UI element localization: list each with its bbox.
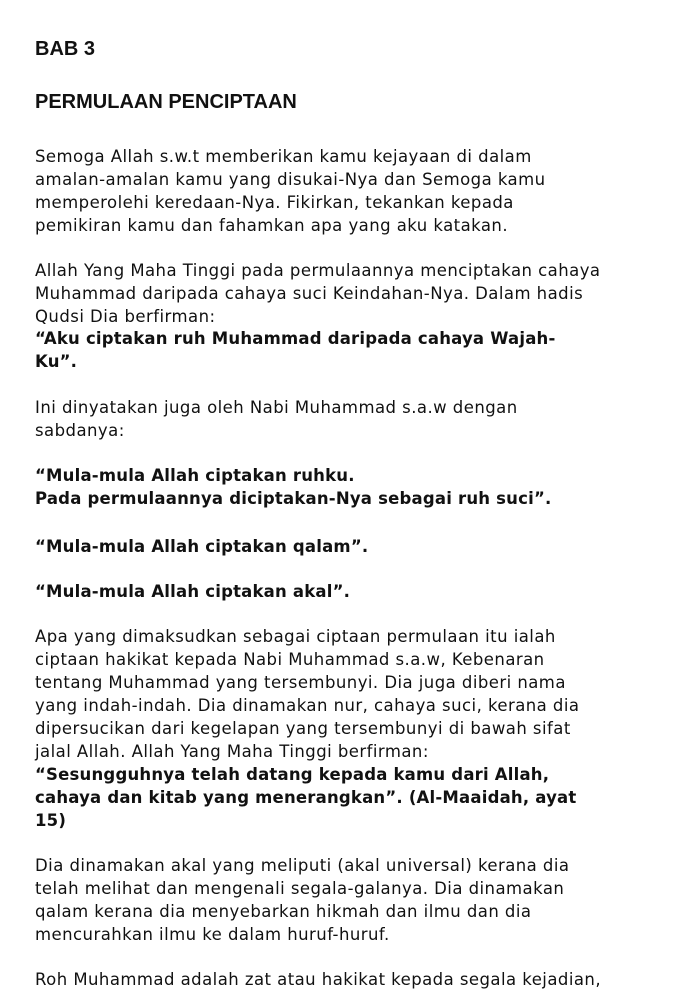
text-line: Ini dinyatakan juga oleh Nabi Muhammad s.a.w dengan [35,398,518,417]
text-line: ciptaan hakikat kepada Nabi Muhammad s.a.w, Kebenaran [35,650,545,669]
text-line: tentang Muhammad yang tersembunyi. Dia juga diberi nama [35,673,566,692]
section-title: PERMULAAN PENCIPTAAN [35,91,297,113]
quote-line: “Mula-mula Allah ciptakan akal”. [35,582,351,601]
text-line: mencurahkan ilmu ke dalam huruf-huruf. [35,925,390,944]
quote-hadith-3 [35,535,675,558]
text-line: qalam kerana dia menyebarkan hikmah dan ilmu dan dia [35,902,532,921]
quote-quran [35,763,675,832]
quote-line: “Sesungguhnya telah datang kepada kamu dari Allah, [35,765,550,784]
paragraph-4 [35,625,675,763]
quote-hadith-1 [35,327,675,373]
quote-line: 15) [35,811,67,830]
quote-line: cahaya dan kitab yang menerangkan”. (Al-Maaidah, ayat [35,788,577,807]
text-line: sabdanya: [35,421,125,440]
quote-line: “Aku ciptakan ruh Muhammad daripada cahaya Wajah- [35,329,556,348]
text-line: Muhammad daripada cahaya suci Keindahan-Nya. Dalam hadis [35,284,584,303]
text-line: Allah Yang Maha Tinggi pada permulaannya menciptakan cahaya [35,261,601,280]
quote-line: “Mula-mula Allah ciptakan ruhku. [35,466,355,485]
quote-line: “Mula-mula Allah ciptakan qalam”. [35,537,369,556]
text-line: memperolehi keredaan-Nya. Fikirkan, tekankan kepada [35,193,514,212]
text-line: jalal Allah. Allah Yang Maha Tinggi berfirman: [35,742,429,761]
text-line: yang indah-indah. Dia dinamakan nur, cahaya suci, kerana dia [35,696,580,715]
text-line: pemikiran kamu dan fahamkan apa yang aku katakan. [35,216,509,235]
text-line: Dia dinamakan akal yang meliputi (akal universal) kerana dia [35,856,570,875]
quote-hadith-2 [35,464,675,510]
text-line: telah melihat dan mengenali segala-galanya. Dia dinamakan [35,879,565,898]
text-line: dipersucikan dari kegelapan yang tersembunyi di bawah sifat [35,719,571,738]
paragraph-2 [35,259,675,328]
text-line: Qudsi Dia berfirman: [35,307,216,326]
paragraph-5 [35,854,675,946]
paragraph-1 [35,145,675,237]
text-line: Semoga Allah s.w.t memberikan kamu kejayaan di dalam [35,147,532,166]
paragraph-3 [35,396,675,442]
chapter-heading: BAB 3 [35,38,96,60]
text-line: amalan-amalan kamu yang disukai-Nya dan Semoga kamu [35,170,546,189]
quote-hadith-4 [35,580,675,603]
quote-line: Ku”. [35,352,78,371]
text-line: Roh Muhammad adalah zat atau hakikat kepada segala kejadian, [35,970,602,989]
quote-line: Pada permulaannya diciptakan-Nya sebagai ruh suci”. [35,489,552,508]
paragraph-6 [35,968,675,991]
text-line: Apa yang dimaksudkan sebagai ciptaan permulaan itu ialah [35,627,556,646]
